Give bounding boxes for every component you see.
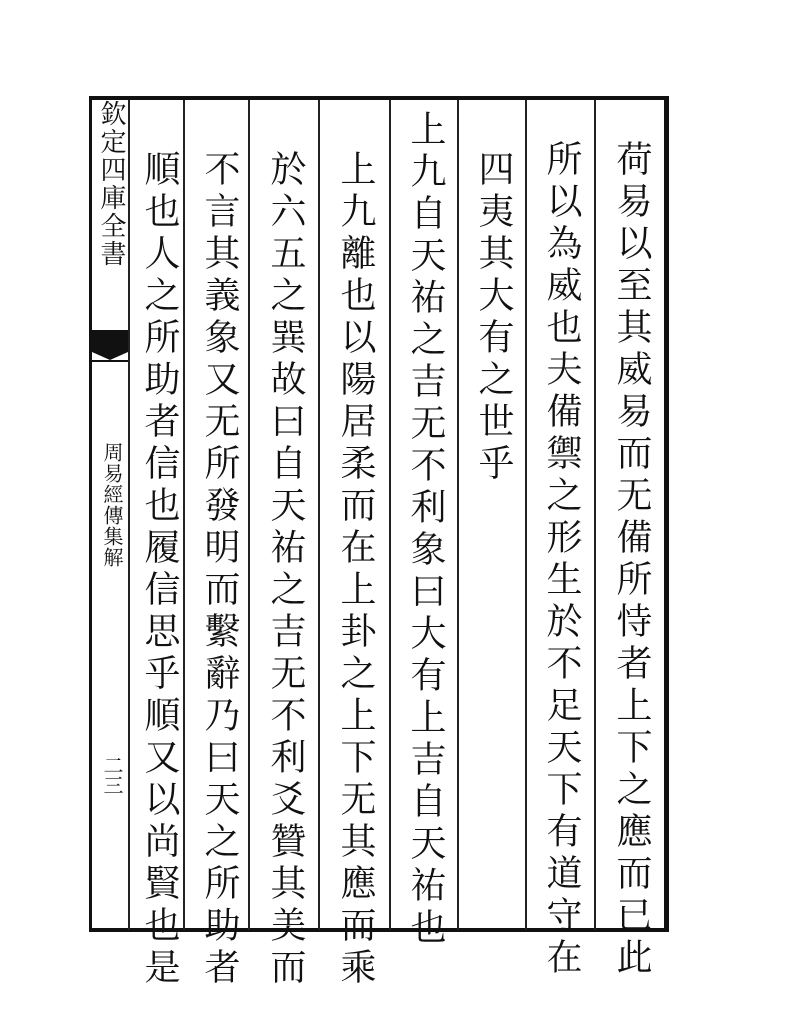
text-column-6: 於六五之巽故曰自天祐之吉无不利爻贊其美而 [265,150,306,990]
book-title: 周易經傳集解 [100,442,124,568]
column-rule [389,100,391,930]
text-column-1: 荷易以至其威易而无備所恃者上下之應而已此 [611,140,652,980]
column-rule [318,100,320,930]
column-rule [594,100,596,930]
border-top [89,96,667,100]
border-left [89,96,92,932]
border-right [664,96,669,932]
text-column-8: 順也人之所助者信也履信思乎順又以尚賢也是 [139,150,180,990]
page-number: 二三 [100,755,124,795]
text-column-3: 四夷其大有之世乎 [473,150,514,486]
text-column-7: 不言其義象又无所發明而繫辭乃曰天之所助者 [199,150,240,990]
column-rule [128,100,130,930]
text-column-5: 上九離也以陽居柔而在上卦之上下无其應而乘 [335,150,376,990]
column-rule [525,100,527,930]
text-column-4: 上九自天祐之吉无不利象曰大有上吉自天祐也 [405,110,446,950]
collection-title: 欽定四庫全書 [96,100,126,268]
fish-tail-ornament [92,330,128,364]
text-column-2: 所以為威也夫備禦之形生於不足天下有道守在 [541,140,582,980]
column-rule [248,100,250,930]
column-rule [457,100,459,930]
